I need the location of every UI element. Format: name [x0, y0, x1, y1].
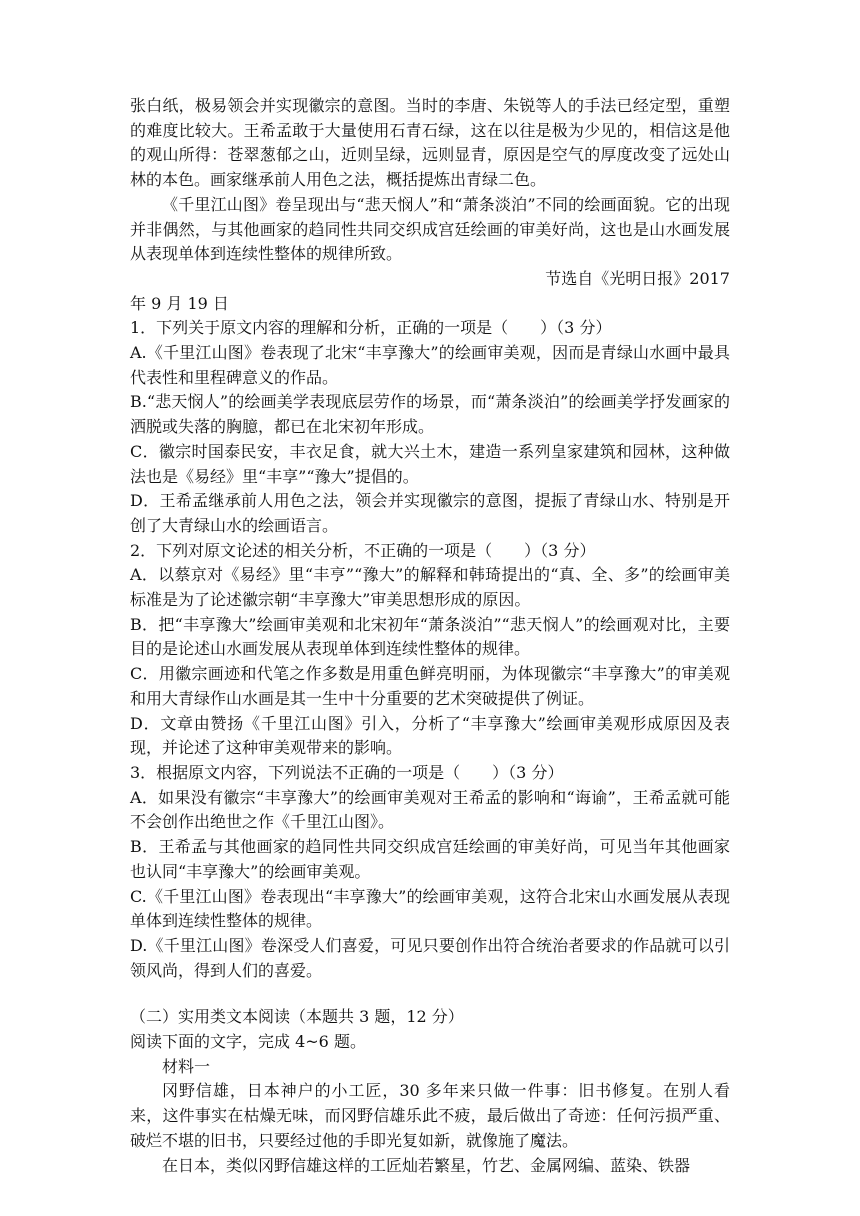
option-a: A．如果没有徽宗“丰享豫大”的绘画审美观对王希孟的影响和“诲谕”，王希孟就可能不会创作出绝世之作《千里江山图》。 [130, 787, 730, 832]
option-c: C．徽宗时国泰民安，丰衣足食，就大兴土木，建造一系列皇家建筑和园林，这种做法也是《易经》里“丰享”“豫大”提倡的。 [130, 441, 730, 486]
section-instruction: 阅读下面的文字，完成 4~6 题。 [130, 1032, 366, 1052]
question-2 [130, 539, 730, 761]
material-paragraph-2: 在日本，类似冈野信雄这样的工匠灿若繁星，竹艺、金属网编、蓝染、铁器 [162, 1155, 691, 1175]
source-date: 年 9 月 19 日 [130, 293, 229, 313]
option-d: D．王希孟继承前人用色之法，领会并实现徽宗的意图，提振了青绿山水、特别是开创了大青绿山水的绘画语言。 [130, 491, 730, 535]
section-spacer [130, 983, 730, 1005]
question-stem: 3．根据原文内容，下列说法不正确的一项是（ ）（3 分） [130, 762, 564, 782]
option-a: A.《千里江山图》卷表现了北宋“丰享豫大”的绘画审美观，因而是青绿山水画中最具代表性和里程碑意义的作品。 [130, 343, 730, 387]
question-1 [130, 316, 730, 538]
option-d: D．文章由赞扬《千里江山图》引入，分析了“丰享豫大”绘画审美观形成原因及表现，并论述了这种审美观带来的影响。 [130, 713, 730, 758]
document-page [130, 94, 730, 1178]
material-label: 材料一 [162, 1056, 211, 1076]
passage-paragraph-2: 《千里江山图》卷呈现出与“悲天悯人”和“萧条淡泊”不同的绘画面貌。它的出现并非偶然，与其他画家的趋同性共同交织成宫廷绘画的审美好尚，这也是山水画发展从表现单体到连续性整体的规律所致。 [130, 194, 730, 264]
source-citation: 节选自《光明日报》2017 [545, 268, 730, 288]
option-b: B．把“丰享豫大”绘画审美观和北宋初年“萧条淡泊”“悲天悯人”的绘画观对比，主要目的是论述山水画发展从表现单体到连续性整体的规律。 [130, 614, 730, 659]
material-paragraph-1: 冈野信雄，日本神户的小工匠，30 多年来只做一件事：旧书修复。在别人看来，这件事实在枯燥无味，而冈野信雄乐此不疲，最后做出了奇迹：任何污损严重、破烂不堪的旧书，只要经过他的手即光复如新，就像施了魔法。 [130, 1081, 730, 1150]
option-b: B.“悲天悯人”的绘画美学表现底层劳作的场景，而“萧条淡泊”的绘画美学抒发画家的洒脱或失落的胸臆，都已在北宋初年形成。 [130, 392, 730, 437]
question-stem: 2．下列对原文论述的相关分析，不正确的一项是（ ）（3 分） [130, 540, 596, 560]
section-heading: （二）实用类文本阅读（本题共 3 题，12 分） [130, 1007, 464, 1027]
option-c: C．用徽宗画迹和代笔之作多数是用重色鲜亮明丽，为体现徽宗“丰享豫大”的审美观和用大青绿作山水画是其一生中十分重要的艺术突破提供了例证。 [130, 664, 730, 708]
option-c: C.《千里江山图》卷表现出“丰享豫大”的绘画审美观，这符合北宋山水画发展从表现单体到连续性整体的规律。 [130, 886, 730, 931]
passage-paragraph-1: 张白纸，极易领会并实现徽宗的意图。当时的李唐、朱锐等人的手法已经定型，重塑的难度比较大。王希孟敢于大量使用石青石绿，这在以往是极为少见的，相信这是他的观山所得：苍翠葱郁之山，近则呈绿，远则显青，原因是空气的厚度改变了远处山林的本色。画家继承前人用色之法，概括提炼出青绿二色。 [130, 96, 730, 190]
option-d: D.《千里江山图》卷深受人们喜爱，可见只要创作出符合统治者要求的作品就可以引领风尚，得到人们的喜爱。 [130, 935, 730, 980]
option-a: A．以蔡京对《易经》里“丰亨”“豫大”的解释和韩琦提出的“真、全、多”的绘画审美标准是为了论述徽宗朝“丰享豫大”审美思想形成的原因。 [130, 565, 730, 610]
question-stem: 1．下列关于原文内容的理解和分析，正确的一项是（ ）（3 分） [130, 318, 612, 338]
question-3 [130, 761, 730, 983]
option-b: B．王希孟与其他画家的趋同性共同交织成宫廷绘画的审美好尚，可见当年其他画家也认同“丰享豫大”的绘画审美观。 [130, 837, 730, 881]
